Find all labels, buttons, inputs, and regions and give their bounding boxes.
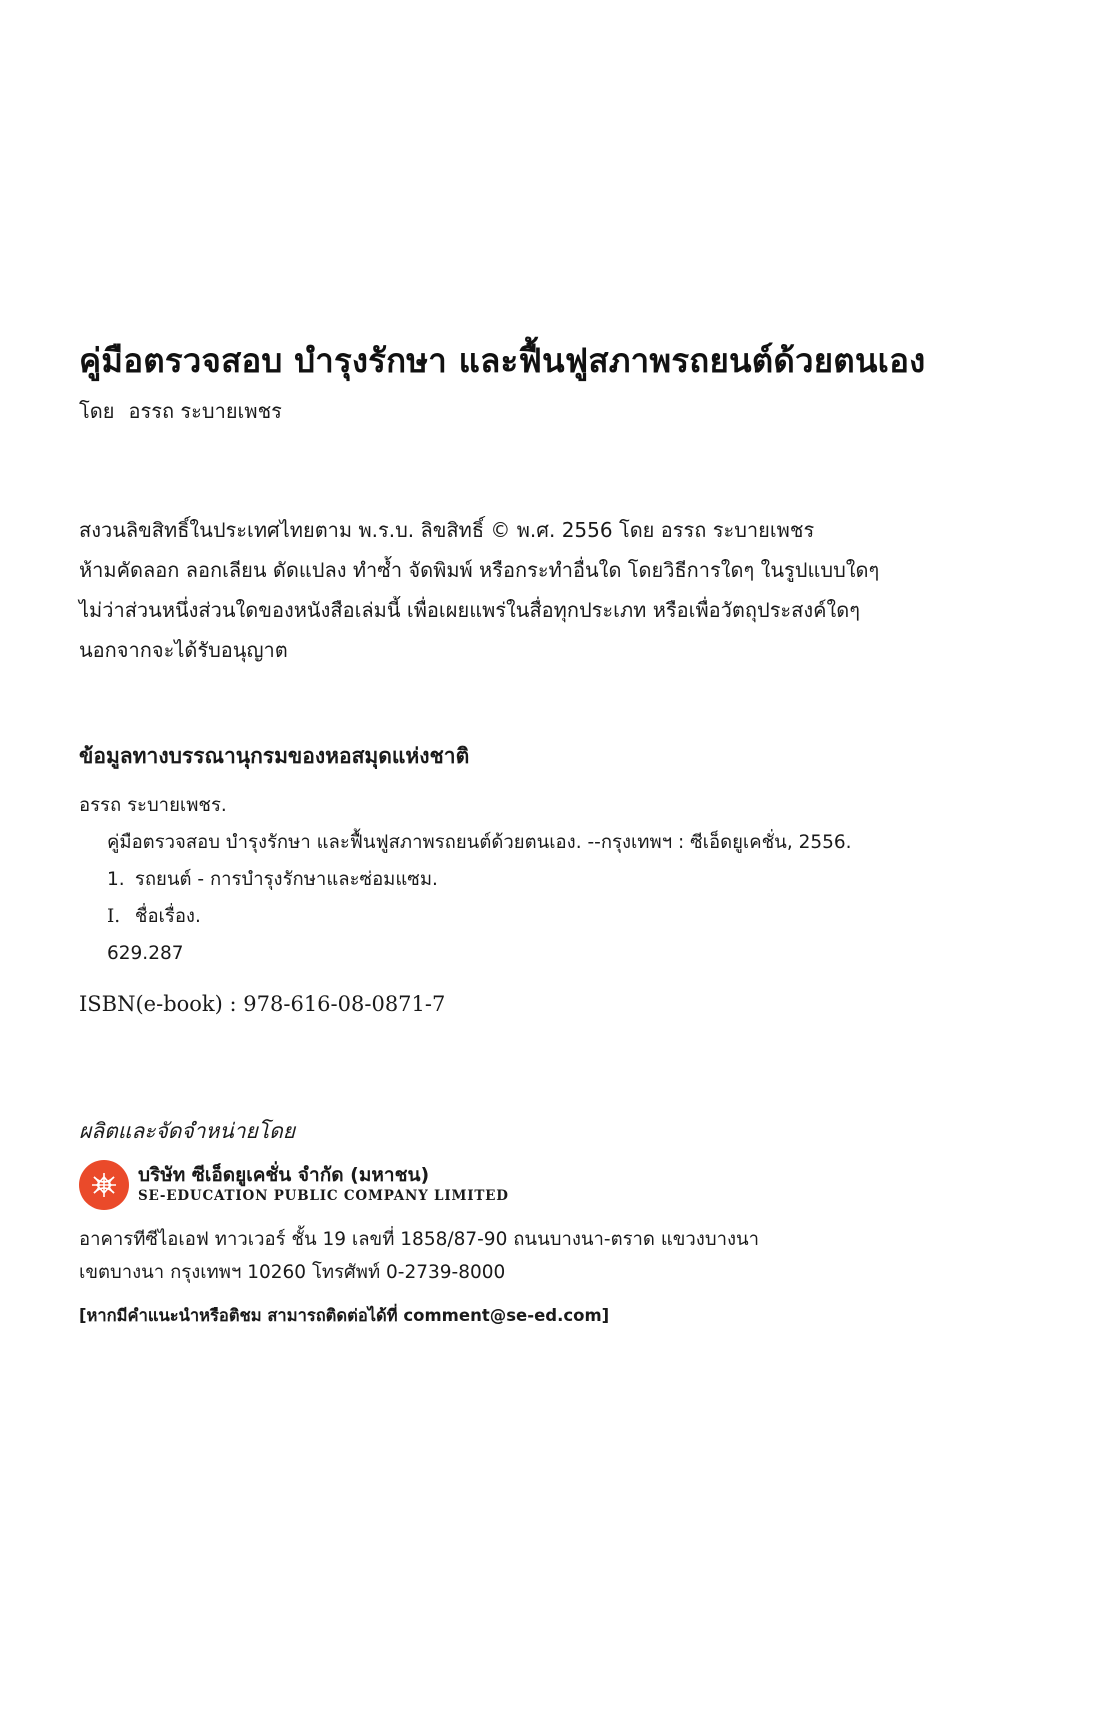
publisher-name-english: SE-EDUCATION PUBLIC COMPANY LIMITED: [138, 1188, 509, 1204]
cip-title-entry: คู่มือตรวจสอบ บำรุงรักษา และฟื้นฟูสภาพรถยนต์ด้วยตนเอง. --กรุงเทพฯ : ซีเอ็ดยูเคชั่น, 2556.: [107, 832, 852, 853]
produced-by-label: ผลิตและจัดจำหน่ายโดย: [79, 1119, 296, 1143]
cip-roman-text: ชื่อเรื่อง.: [134, 906, 201, 927]
cip-title-index: [79, 898, 852, 935]
by-label: โดย: [79, 399, 115, 423]
se-ed-logo-icon: [79, 1160, 129, 1210]
copyright-line: สงวนลิขสิทธิ์ในประเทศไทยตาม พ.ร.บ. ลิขสิทธิ์ © พ.ศ. 2556 โดย อรรถ ระบายเพชร: [79, 518, 815, 542]
cip-classification: 629.287: [107, 943, 184, 964]
cip-subject-entry: [79, 861, 852, 898]
cip-block: [79, 787, 852, 972]
book-title: คู่มือตรวจสอบ บำรุงรักษา และฟื้นฟูสภาพรถยนต์ด้วยตนเอง: [79, 341, 926, 380]
publisher-address: [79, 1223, 759, 1289]
copyright-line: ห้ามคัดลอก ลอกเลียน ดัดแปลง ทำซ้ำ จัดพิมพ์ หรือกระทำอื่นใด โดยวิธีการใดๆ ในรูปแบบใดๆ: [79, 558, 880, 582]
copyright-line: ไม่ว่าส่วนหนึ่งส่วนใดของหนังสือเล่มนี้ เพื่อเผยแพร่ในสื่อทุกประเภท หรือเพื่อวัตถุประสงค์ใดๆ: [79, 598, 861, 622]
cip-heading: ข้อมูลทางบรรณานุกรมของหอสมุดแห่งชาติ: [79, 743, 470, 768]
author-name: อรรถ ระบายเพชร: [128, 399, 282, 423]
contact-note: [หากมีคำแนะนำหรือติชม สามารถติดต่อได้ที่ comment@se-ed.com]: [79, 1306, 610, 1325]
publisher-name-thai: บริษัท ซีเอ็ดยูเคชั่น จำกัด (มหาชน): [138, 1164, 430, 1186]
cip-roman-number: I.: [107, 906, 121, 927]
address-line: เขตบางนา กรุงเทพฯ 10260 โทรศัพท์ 0-2739-8000: [79, 1262, 506, 1283]
cip-subject-number: 1.: [107, 869, 125, 890]
isbn: ISBN(e-book) : 978-616-08-0871-7: [79, 992, 446, 1016]
author-line: [79, 395, 282, 427]
cip-subject-text: รถยนต์ - การบำรุงรักษาและซ่อมแซม.: [134, 869, 438, 890]
copyright-notice: [79, 510, 879, 670]
cip-author-entry: อรรถ ระบายเพชร.: [79, 795, 227, 816]
address-line: อาคารทีซีไอเอฟ ทาวเวอร์ ชั้น 19 เลขที่ 1858/87-90 ถนนบางนา-ตราด แขวงบางนา: [79, 1229, 760, 1250]
copyright-line: นอกจากจะได้รับอนุญาต: [79, 638, 288, 662]
